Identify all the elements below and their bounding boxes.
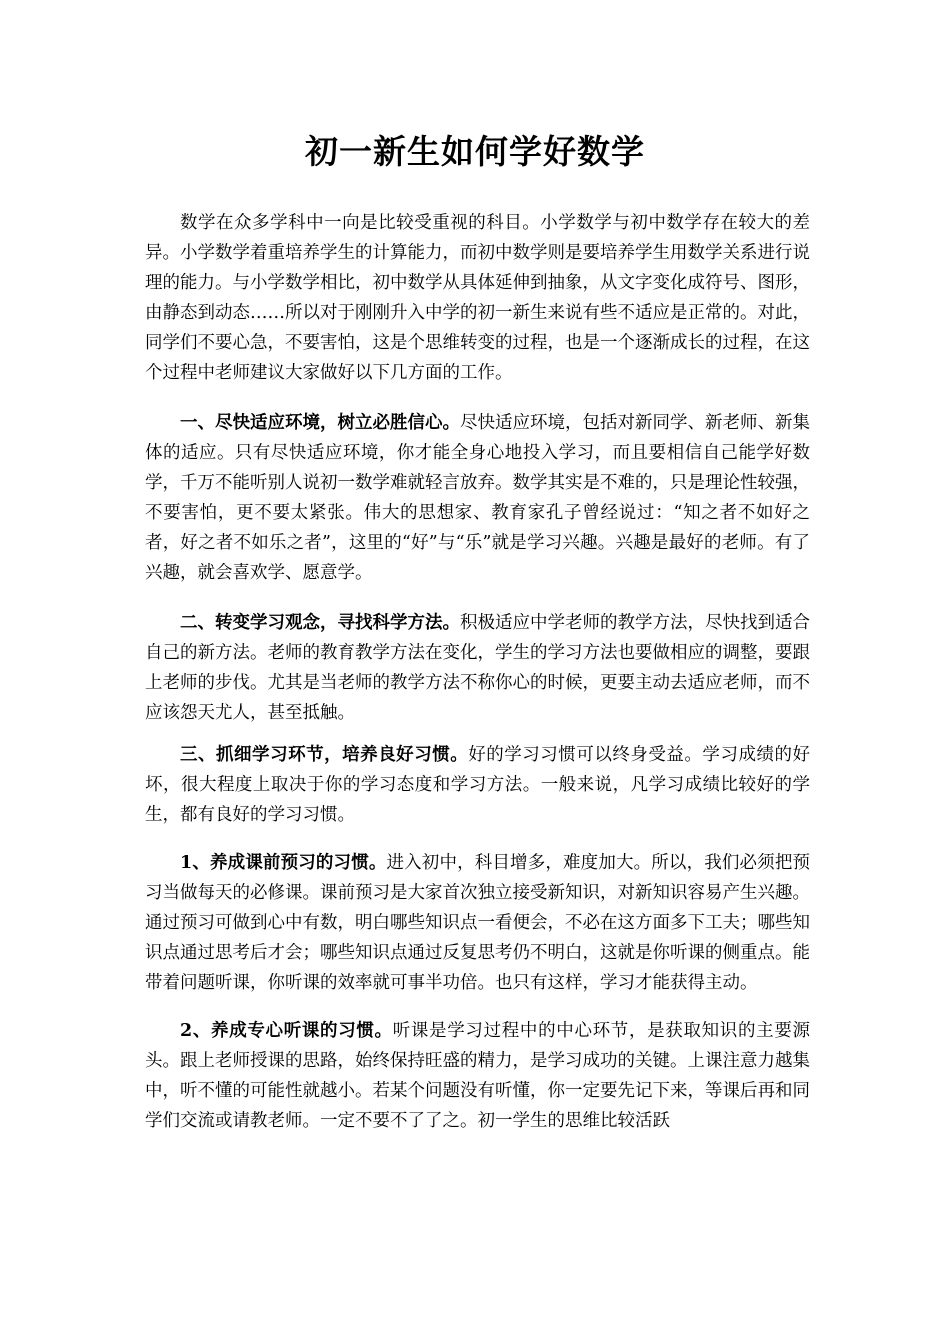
document-body — [145, 208, 810, 1136]
paragraph-habit-2 — [145, 1016, 810, 1136]
paragraph-text: 进入初中，科目增多，难度加大。所以，我们必须把预习当做每天的必修课。课前预习是大家首次独立接受新知识，对新知识容易产生兴趣。通过预习可做到心中有数，明白哪些知识点一看便会，不必在这方面多下工夫；哪些知识点通过思考后才会；哪些知识点通过反复思考仍不明白，这就是你听课的侧重点。能带着问题听课，你听课的效率就可事半功倍。也只有这样，学习才能获得主动。 — [145, 853, 810, 993]
paragraph-habit-1 — [145, 848, 810, 998]
paragraph-text: 听课是学习过程中的中心环节，是获取知识的主要源头。跟上老师授课的思路，始终保持旺盛的精力，是学习成功的关键。上课注意力越集中，听不懂的可能性就越小。若某个问题没有听懂，你一定要先记下来，等课后再和同学们交流或请教老师。一定不要不了了之。初一学生的思维比较活跃 — [145, 1021, 810, 1131]
paragraph-text: 数学在众多学科中一向是比较受重视的科目。小学数学与初中数学存在较大的差异。小学数学着重培养学生的计算能力，而初中数学则是要培养学生用数学关系进行说理的能力。与小学数学相比，初中数学从具体延伸到抽象，从文字变化成符号、图形，由静态到动态……所以对于刚刚升入中学的初一新生来说有些不适应是正常的。对此，同学们不要心急，不要害怕，这是个思维转变的过程，也是一个逐渐成长的过程，在这个过程中老师建议大家做好以下几方面的工作。 — [145, 213, 810, 383]
paragraph-lead: 2、养成专心听课的习惯。 — [180, 1021, 393, 1041]
paragraph-lead: 1、养成课前预习的习惯。 — [180, 853, 387, 873]
paragraph-text: 好的学习习惯可以终身受益。学习成绩的好坏，很大程度上取决于你的学习态度和学习方法。一般来说，凡学习成绩比较好的学生，都有良好的学习习惯。 — [145, 745, 810, 825]
paragraph-section-2 — [145, 608, 810, 728]
page-title: 初一新生如何学好数学 — [305, 132, 645, 171]
paragraph-text: 尽快适应环境，包括对新同学、新老师、新集体的适应。只有尽快适应环境，你才能全身心地投入学习，而且要相信自己能学好数学，千万不能听别人说初一数学难就轻言放弃。数学其实是不难的，只是理论性较强，不要害怕，更不要太紧张。伟大的思想家、教育家孔子曾经说过：“知之者不如好之者，好之者不如乐之者”，这里的“好”与“乐”就是学习兴趣。兴趣是最好的老师。有了兴趣，就会喜欢学、愿意学。 — [145, 413, 810, 583]
paragraph-lead: 三、抓细学习环节，培养良好习惯。 — [180, 745, 469, 765]
paragraph-text: 积极适应中学老师的教学方法，尽快找到适合自己的新方法。老师的教育教学方法在变化，学生的学习方法也要做相应的调整，要跟上老师的步伐。尤其是当老师的教学方法不称你心的时候，更要主动去适应老师，而不应该怨天尤人，甚至抵触。 — [145, 613, 810, 723]
paragraph-lead: 一、尽快适应环境，树立必胜信心。 — [180, 413, 460, 433]
paragraph-intro — [145, 208, 810, 388]
paragraph-section-3 — [145, 740, 810, 830]
paragraph-section-1 — [145, 408, 810, 588]
paragraph-lead: 二、转变学习观念，寻找科学方法。 — [180, 613, 460, 633]
